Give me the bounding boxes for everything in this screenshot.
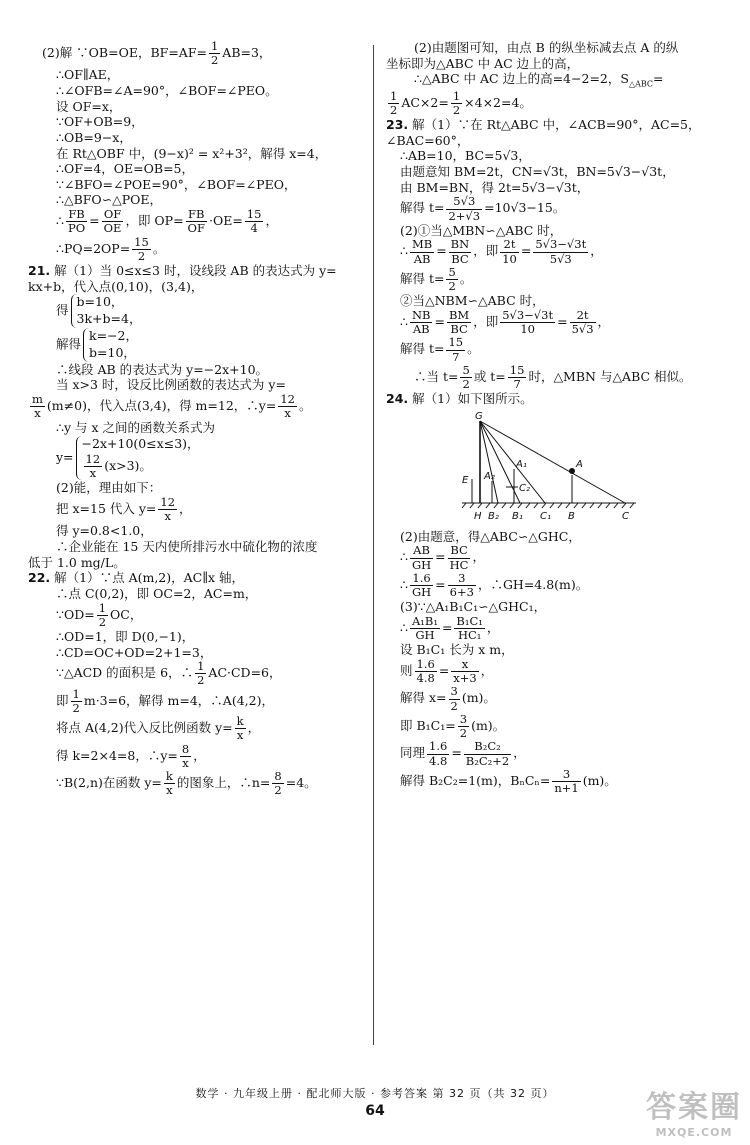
text: 即 bbox=[56, 692, 69, 708]
frac-num: MB bbox=[411, 237, 433, 252]
text: 解得 t= bbox=[400, 341, 445, 357]
piece bbox=[82, 453, 200, 480]
q21-line-5: ∴线段 AB 的表达式为 y=−2x+10。 bbox=[56, 361, 269, 377]
text: ∵B(2,n)在函数 y= bbox=[56, 775, 162, 791]
text: 解得 t= bbox=[400, 200, 445, 216]
label-C: C bbox=[622, 510, 629, 522]
q20-line-1 bbox=[28, 40, 363, 67]
fraction bbox=[66, 208, 87, 235]
q22-line-1 bbox=[28, 570, 363, 586]
ray-GC bbox=[480, 421, 625, 503]
frac-num: 3 bbox=[459, 711, 468, 726]
text: ，∴GH=4.8(m)。 bbox=[477, 577, 589, 593]
frac-den: OE bbox=[103, 221, 122, 236]
frac-num: x bbox=[451, 658, 478, 672]
q23-line-3: ∴AB=10，BC=5√3， bbox=[400, 148, 531, 164]
text: =4。 bbox=[285, 775, 317, 791]
label-C1: C₁ bbox=[540, 510, 551, 522]
frac-num: 1 bbox=[72, 686, 80, 701]
frac-num: BM bbox=[448, 307, 470, 322]
fraction bbox=[448, 544, 471, 571]
frac-num: 3 bbox=[450, 684, 458, 699]
q22-line-3 bbox=[28, 602, 363, 629]
frac-num: B₂C₂ bbox=[464, 740, 511, 754]
frac-num: AB bbox=[410, 544, 433, 558]
frac-num: BC bbox=[448, 544, 471, 558]
q23-line-8: ∴ $\frac{MB}{AB}$ = $\frac{BN}{BC}$ ，即 $\frac{2t}{10}$ = $\frac{5√3-√3t}{5√3}$ ， bbox=[400, 237, 603, 266]
q21-line-6: 当 x>3 时，设反比例函数的表达式为 y= bbox=[56, 377, 286, 393]
frac-num: 1 bbox=[390, 88, 398, 103]
fraction bbox=[570, 309, 596, 336]
q22-line-7 bbox=[28, 688, 363, 715]
text: ∴ bbox=[400, 243, 408, 259]
q20-line-4: 设 OF=x， bbox=[56, 98, 122, 114]
frac-den: GH bbox=[411, 585, 432, 600]
equation: k=−2， bbox=[89, 327, 138, 343]
q22-line-5: ∴CD=OC+OD=2+1=3， bbox=[56, 644, 213, 660]
frac-den: n+1 bbox=[554, 780, 579, 795]
q22-line-2: ∴点 C(0,2)，即 OC=2，AC=m， bbox=[56, 585, 258, 601]
text: ，即 bbox=[473, 243, 499, 259]
label-A: A bbox=[576, 458, 583, 470]
label-B2: B₂ bbox=[488, 510, 499, 522]
fraction bbox=[278, 393, 297, 420]
q22-line-4: ∴OD=1，即 D(0,−1)， bbox=[56, 628, 195, 644]
q24-line-5: (3)∵△A₁B₁C₁∽△GHC₁， bbox=[400, 599, 547, 615]
q20-line-8: ∴OF=4，OE=OB=5， bbox=[56, 161, 195, 177]
q21-line-12: 得 y=0.8<1.0， bbox=[56, 523, 153, 539]
text: AC×2= bbox=[401, 94, 449, 110]
fraction bbox=[272, 770, 283, 797]
q21-line-2: kx+b，代入点(0,10)，(3,4)， bbox=[28, 278, 204, 294]
frac-num: m bbox=[32, 391, 43, 406]
equation: 3k+b=4， bbox=[76, 311, 142, 327]
fraction bbox=[245, 208, 264, 235]
text: 或 t= bbox=[473, 368, 506, 384]
q21-line-1 bbox=[28, 263, 363, 279]
q23-line-11: ∴ $\frac{NB}{AB}$ = $\frac{BM}{BC}$ ，即 $\frac{5√3-√3t}{10}$ = $\frac{2t}{5√3}$ ， bbox=[400, 307, 611, 337]
fraction bbox=[533, 238, 588, 265]
text: 得 k=2×4=8，∴y= bbox=[56, 747, 178, 763]
question-number: 24. bbox=[386, 391, 409, 407]
fraction bbox=[449, 238, 472, 265]
subscript: △ABC bbox=[628, 79, 654, 89]
q24-line-8: 则 $\frac{1.6}{4.8}$ = $\frac{x}{x+3}$ ， bbox=[400, 657, 494, 686]
piece: −2x+10(0≤x≤3)， bbox=[81, 436, 200, 451]
fraction bbox=[180, 743, 191, 770]
frac-den: 10 bbox=[520, 322, 535, 337]
text: 同理 bbox=[400, 745, 426, 761]
frac-den: GH bbox=[411, 557, 432, 572]
text: ∵OD= bbox=[56, 606, 95, 622]
frac-den: x bbox=[164, 509, 171, 524]
footer-text: 数学 · 九年级上册 · 配北师大版 · 参考答案 第 32 页（共 32 页） bbox=[195, 1087, 555, 1100]
frac-den: x bbox=[236, 728, 244, 743]
q24-line-12 bbox=[386, 768, 726, 795]
frac-num: 5√3−√3t bbox=[502, 307, 554, 322]
frac-num: 15 bbox=[509, 362, 525, 377]
text: OC， bbox=[110, 606, 143, 622]
ground-hatching bbox=[462, 503, 634, 508]
text: 时，△MBN 与△ABC 相似。 bbox=[528, 368, 692, 384]
q23-line-5: 由 BM=BN，得 2t=5√3−√3t， bbox=[400, 179, 590, 195]
frac-den: PO bbox=[67, 221, 86, 236]
frac-num: 1.6 bbox=[410, 572, 433, 586]
fraction bbox=[102, 208, 124, 235]
q21-line-8: ∴y 与 x 之间的函数关系式为 bbox=[56, 420, 215, 436]
text: (m)。 bbox=[461, 690, 496, 706]
frac-den: x bbox=[166, 783, 173, 798]
ray-GA2 bbox=[480, 421, 498, 503]
label-A1: A₁ bbox=[516, 458, 527, 470]
frac-num: B₁C₁ bbox=[456, 613, 483, 628]
equation: b=10， bbox=[89, 344, 136, 360]
frac-num: 5√3−√3t bbox=[535, 237, 587, 252]
frac-num: 8 bbox=[274, 768, 282, 783]
text: y= bbox=[56, 449, 74, 465]
left-column bbox=[28, 40, 363, 797]
frac-num: 12 bbox=[280, 391, 295, 406]
frac-num: 15 bbox=[246, 207, 262, 222]
frac-num: 2t bbox=[570, 309, 596, 323]
frac-den: x bbox=[182, 755, 189, 770]
frac-den: HC₁ bbox=[457, 628, 482, 643]
q21-line-10: (2)能，理由如下： bbox=[56, 480, 162, 496]
q23-line-6 bbox=[386, 195, 726, 222]
text: 解得 x= bbox=[400, 690, 447, 706]
label-G: G bbox=[475, 410, 483, 422]
text: (x>3)。 bbox=[104, 458, 152, 474]
frac-num: OF bbox=[102, 208, 124, 222]
fraction bbox=[410, 544, 433, 571]
fraction bbox=[464, 740, 511, 767]
question-number: 21. bbox=[28, 262, 51, 278]
fraction bbox=[410, 615, 440, 642]
frac-den: 5√3 bbox=[549, 251, 572, 266]
fraction bbox=[410, 572, 433, 599]
fraction bbox=[84, 453, 103, 480]
text: m·3=6，解得 m=4，∴A(4,2)， bbox=[83, 692, 274, 708]
frac-num: 1 bbox=[210, 39, 219, 53]
label-E: E bbox=[462, 474, 469, 486]
frac-den: 2 bbox=[390, 102, 398, 117]
column-divider bbox=[373, 45, 374, 1045]
frac-den: 7 bbox=[513, 376, 521, 391]
text: 解得 B₂C₂=1(m)，BₙCₙ= bbox=[400, 772, 551, 788]
frac-den: 5√3 bbox=[571, 322, 594, 337]
frac-num: 3 bbox=[448, 572, 476, 586]
fraction bbox=[388, 90, 399, 117]
fraction bbox=[71, 688, 82, 715]
text: 解（1）∵点 A(m,2)，AC∥x 轴， bbox=[54, 570, 245, 586]
q24-line-9 bbox=[386, 685, 726, 712]
q20-line-2: ∴OF∥AE， bbox=[56, 67, 120, 83]
frac-den: B₂C₂+2 bbox=[465, 753, 510, 768]
q24-line-4: ∴ $\frac{1.6}{GH}$ = $\frac{3}{6+3}$ ，∴GH=4.8(m)。 bbox=[400, 570, 589, 600]
frac-den: 4 bbox=[250, 221, 258, 236]
frac-den: BC bbox=[451, 251, 469, 266]
fraction bbox=[448, 572, 476, 599]
frac-num: 3 bbox=[552, 768, 580, 782]
frac-den: 2 bbox=[274, 783, 282, 798]
text: = bbox=[653, 71, 664, 87]
fraction bbox=[449, 685, 460, 712]
q21-line-3 bbox=[28, 294, 363, 328]
page-number: 64 bbox=[365, 1103, 385, 1119]
watermark-url: MXQE.COM bbox=[655, 1126, 733, 1139]
q22-line-9: 得 k=2×4=8，∴y= $\frac{8}{x}$ ， bbox=[56, 741, 206, 770]
text: 即 B₁C₁= bbox=[400, 718, 456, 734]
frac-num: FB bbox=[66, 208, 87, 222]
frac-den: 2 bbox=[197, 673, 205, 688]
question-number: 23. bbox=[386, 117, 409, 133]
frac-den: 2 bbox=[137, 248, 146, 263]
q22-line-8: 将点 A(4,2)代入反比例函数 y= $\frac{k}{x}$ ， bbox=[56, 714, 261, 743]
q24-line-2: (2)由题意，得△ABC∽△GHC， bbox=[400, 528, 581, 544]
q21-line-13: ∴企业能在 15 天内使所排污水中硫化物的浓度 bbox=[56, 539, 318, 554]
fraction bbox=[552, 768, 580, 795]
text: ∴当 t= bbox=[414, 368, 459, 384]
q24-line-3: ∴ $\frac{AB}{GH}$ = $\frac{BC}{HC}$ ， bbox=[400, 543, 485, 572]
frac-den: 2 bbox=[459, 726, 468, 741]
fraction bbox=[500, 238, 519, 265]
frac-den: 2 bbox=[448, 279, 456, 294]
q21-line-7: $\frac{m}{x}$ (m≠0)，代入点(3,4)，得 m=12，∴y= $\frac{12}{x}$ 。 bbox=[32, 391, 312, 421]
text: AB=3， bbox=[222, 45, 272, 61]
fraction bbox=[508, 364, 527, 391]
frac-num: A₁B₁ bbox=[411, 613, 438, 628]
text: 解（1）∵在 Rt△ABC 中，∠ACB=90°，AC=5， bbox=[412, 117, 701, 133]
label-C2: C₂ bbox=[519, 482, 530, 494]
frac-den: 2 bbox=[72, 700, 80, 715]
equation-system bbox=[83, 328, 138, 362]
text: 解得 bbox=[56, 336, 82, 352]
fraction bbox=[446, 266, 457, 293]
frac-den: 7 bbox=[452, 349, 460, 364]
text: ，即 OP= bbox=[125, 213, 184, 229]
equation: b=10， bbox=[76, 294, 124, 310]
fraction bbox=[415, 658, 437, 685]
q23-line-2: ∠BAC=60°， bbox=[386, 132, 470, 148]
frac-den: 2 bbox=[98, 614, 107, 629]
frac-num: NB bbox=[411, 307, 431, 322]
fraction bbox=[209, 40, 220, 67]
question-number: 22. bbox=[28, 570, 51, 586]
frac-den: 2 bbox=[452, 102, 461, 117]
q24-line-11: 同理 $\frac{1.6}{4.8}$ = $\frac{\text{B₂C₂}}{\text{B₂C₂+2}}$ ， bbox=[400, 739, 526, 768]
frac-num: 1.6 bbox=[416, 657, 435, 671]
fraction bbox=[158, 496, 177, 523]
text: ·OE= bbox=[208, 213, 243, 229]
equation-system bbox=[71, 294, 142, 328]
q24-line-6: ∴ $\frac{\text{A₁B₁}}{GH}$ = $\frac{\text{B₁C₁}}{\text{HC₁}}$ ， bbox=[400, 613, 500, 643]
ray-GC1 bbox=[480, 421, 545, 503]
fraction bbox=[447, 309, 471, 336]
frac-den: 6+3 bbox=[449, 585, 474, 600]
text: 的图象上，∴n= bbox=[176, 775, 271, 791]
q22b-line-2: 坐标即为△ABC 中 AC 边上的高， bbox=[386, 55, 580, 71]
fraction bbox=[458, 713, 469, 740]
frac-den: x+3 bbox=[453, 671, 477, 686]
text: (m≠0)，代入点(3,4)，得 m=12，∴y= bbox=[46, 398, 277, 414]
frac-num: 1 bbox=[197, 659, 205, 674]
q21-line-4 bbox=[28, 328, 363, 362]
watermark-logo: 答案圈 bbox=[646, 1090, 742, 1125]
q24-line-10 bbox=[386, 713, 726, 740]
frac-num: 5 bbox=[462, 362, 470, 377]
q23-line-4: 由题意知 BM=2t，CN=√3t，BN=5√3−√3t， bbox=[400, 164, 675, 180]
geometry-figure bbox=[460, 409, 640, 527]
text: ∴ bbox=[56, 213, 64, 229]
q20-line-5: ∵OF+OB=9， bbox=[56, 114, 144, 130]
frac-num: 12 bbox=[160, 494, 176, 509]
text: (2)解 ∵OB=OE，BF=AF= bbox=[42, 45, 207, 61]
frac-den: 2 bbox=[450, 698, 458, 713]
q24-line-7: 设 B₁C₁ 长为 x m， bbox=[400, 642, 514, 658]
fraction bbox=[97, 602, 108, 629]
fraction bbox=[410, 309, 433, 336]
q23-line-7: (2)①当△MBN∽△ABC 时， bbox=[400, 222, 563, 238]
label-H: H bbox=[474, 510, 482, 522]
text: ，即 bbox=[473, 314, 499, 330]
frac-den: AB bbox=[412, 322, 430, 337]
frac-den: HC bbox=[449, 557, 469, 572]
frac-num: k bbox=[236, 714, 244, 729]
fraction bbox=[195, 660, 206, 687]
frac-num: FB bbox=[186, 208, 207, 222]
frac-den: 10 bbox=[502, 251, 517, 266]
label-B: B bbox=[568, 510, 575, 522]
watermark bbox=[646, 1082, 742, 1139]
frac-num: k bbox=[165, 768, 173, 783]
fraction bbox=[30, 393, 45, 420]
q22b-line-1: (2)由题图可知，由点 B 的纵坐标减去点 A 的纵 bbox=[414, 40, 679, 55]
q21-line-9 bbox=[28, 436, 363, 480]
person-head bbox=[569, 468, 575, 474]
fraction bbox=[500, 309, 555, 336]
text: ∵△ACD 的面积是 6，∴ bbox=[56, 665, 194, 681]
q20-line-6: ∴OB=9−x， bbox=[56, 129, 132, 145]
q22-line-6 bbox=[28, 660, 363, 687]
text: 解得 t= bbox=[400, 271, 445, 287]
fraction bbox=[451, 658, 478, 685]
q23-line-10: ②当△NBM∽△ABC 时， bbox=[400, 293, 545, 309]
piecewise-function bbox=[76, 436, 200, 480]
fraction bbox=[446, 336, 465, 363]
q23-line-12: 解得 t= $\frac{15}{7}$ 。 bbox=[400, 335, 480, 364]
label-A2: A₂ bbox=[484, 470, 495, 482]
frac-den: 2+√3 bbox=[448, 208, 481, 223]
fraction bbox=[446, 195, 482, 222]
text: ∴PQ=2OP= bbox=[56, 240, 131, 256]
fraction bbox=[235, 715, 246, 742]
q21-line-11: 把 x=15 代入 y= $\frac{12}{x}$ ， bbox=[56, 494, 192, 524]
frac-num: 1 bbox=[98, 600, 107, 615]
frac-den: x bbox=[89, 466, 97, 481]
frac-den: BC bbox=[450, 322, 468, 337]
frac-num: 5√3 bbox=[446, 195, 482, 209]
frac-den: AB bbox=[413, 251, 431, 266]
text: ∴△ABC 中 AC 边上的高=4−2=2，S bbox=[414, 71, 629, 87]
q23-line-9: 解得 t= $\frac{5}{2}$ 。 bbox=[400, 264, 473, 294]
q20-line-3: ∴∠OFB=∠A=90°，∠BOF=∠PEO。 bbox=[56, 83, 278, 99]
fraction bbox=[460, 364, 471, 391]
q20-line-9: ∵∠BFO=∠POE=90°，∠BOF=∠PEO， bbox=[56, 176, 297, 192]
text: ×4×2=4。 bbox=[464, 94, 532, 110]
frac-den: 2 bbox=[210, 53, 219, 68]
q22-line-10 bbox=[28, 770, 363, 797]
fraction bbox=[454, 615, 484, 642]
frac-den: 2 bbox=[462, 376, 470, 391]
text: (m)。 bbox=[582, 772, 617, 788]
text: (m)。 bbox=[471, 718, 506, 734]
q20-line-10: ∴△BFO∽△POE， bbox=[56, 192, 163, 208]
frac-den: 4.8 bbox=[429, 753, 448, 768]
frac-den: x bbox=[34, 406, 41, 421]
frac-num: 12 bbox=[85, 451, 101, 466]
q20-line-7: 在 Rt△OBF 中，(9−x)² = x²+3²，解得 x=4， bbox=[56, 145, 328, 161]
q23-line-13 bbox=[386, 364, 726, 391]
text: 解（1）如下图所示。 bbox=[412, 391, 533, 407]
fraction bbox=[132, 236, 151, 263]
frac-num: 1 bbox=[452, 88, 461, 103]
frac-den: x bbox=[284, 406, 291, 421]
q23-line-1 bbox=[386, 117, 726, 133]
fraction bbox=[410, 238, 434, 265]
fraction bbox=[451, 90, 462, 117]
text: 则 bbox=[400, 663, 413, 679]
q20-line-11: ∴ $\frac{FB}{PO}$ = $\frac{OF}{OE}$ ，即 OP= $\frac{FB}{OF}$ ·OE= $\frac{15}{4}$ ， bbox=[56, 207, 278, 236]
right-column bbox=[386, 40, 726, 795]
frac-num: 8 bbox=[181, 741, 190, 756]
fraction bbox=[186, 208, 207, 235]
fraction bbox=[427, 740, 449, 767]
text: 得 bbox=[56, 302, 69, 318]
frac-num: 15 bbox=[448, 335, 464, 350]
fraction bbox=[164, 770, 175, 797]
text: =10√3−15。 bbox=[484, 200, 566, 216]
text: AC·CD=6， bbox=[208, 665, 282, 681]
q22b-line-3 bbox=[386, 71, 726, 90]
frac-num: 15 bbox=[134, 234, 149, 249]
q22b-line-4 bbox=[386, 90, 726, 117]
label-B1: B₁ bbox=[512, 510, 523, 522]
text: 将点 A(4,2)代入反比例函数 y= bbox=[56, 720, 233, 736]
q20-line-12: ∴PQ=2OP= $\frac{15}{2}$ 。 bbox=[56, 234, 166, 263]
text: 把 x=15 代入 y= bbox=[56, 501, 157, 517]
frac-den: OF bbox=[187, 221, 205, 236]
text: 解（1）当 0≤x≤3 时，设线段 AB 的表达式为 y= bbox=[54, 262, 337, 278]
frac-num: 1.6 bbox=[429, 739, 448, 754]
frac-den: GH bbox=[415, 628, 435, 643]
q24-line-1 bbox=[386, 391, 726, 407]
frac-num: 5 bbox=[448, 264, 456, 279]
q21-line-14: 低于 1.0 mg/L。 bbox=[28, 554, 126, 570]
frac-num: 2t bbox=[500, 238, 519, 252]
frac-num: BN bbox=[450, 237, 470, 252]
frac-den: 4.8 bbox=[416, 671, 435, 686]
